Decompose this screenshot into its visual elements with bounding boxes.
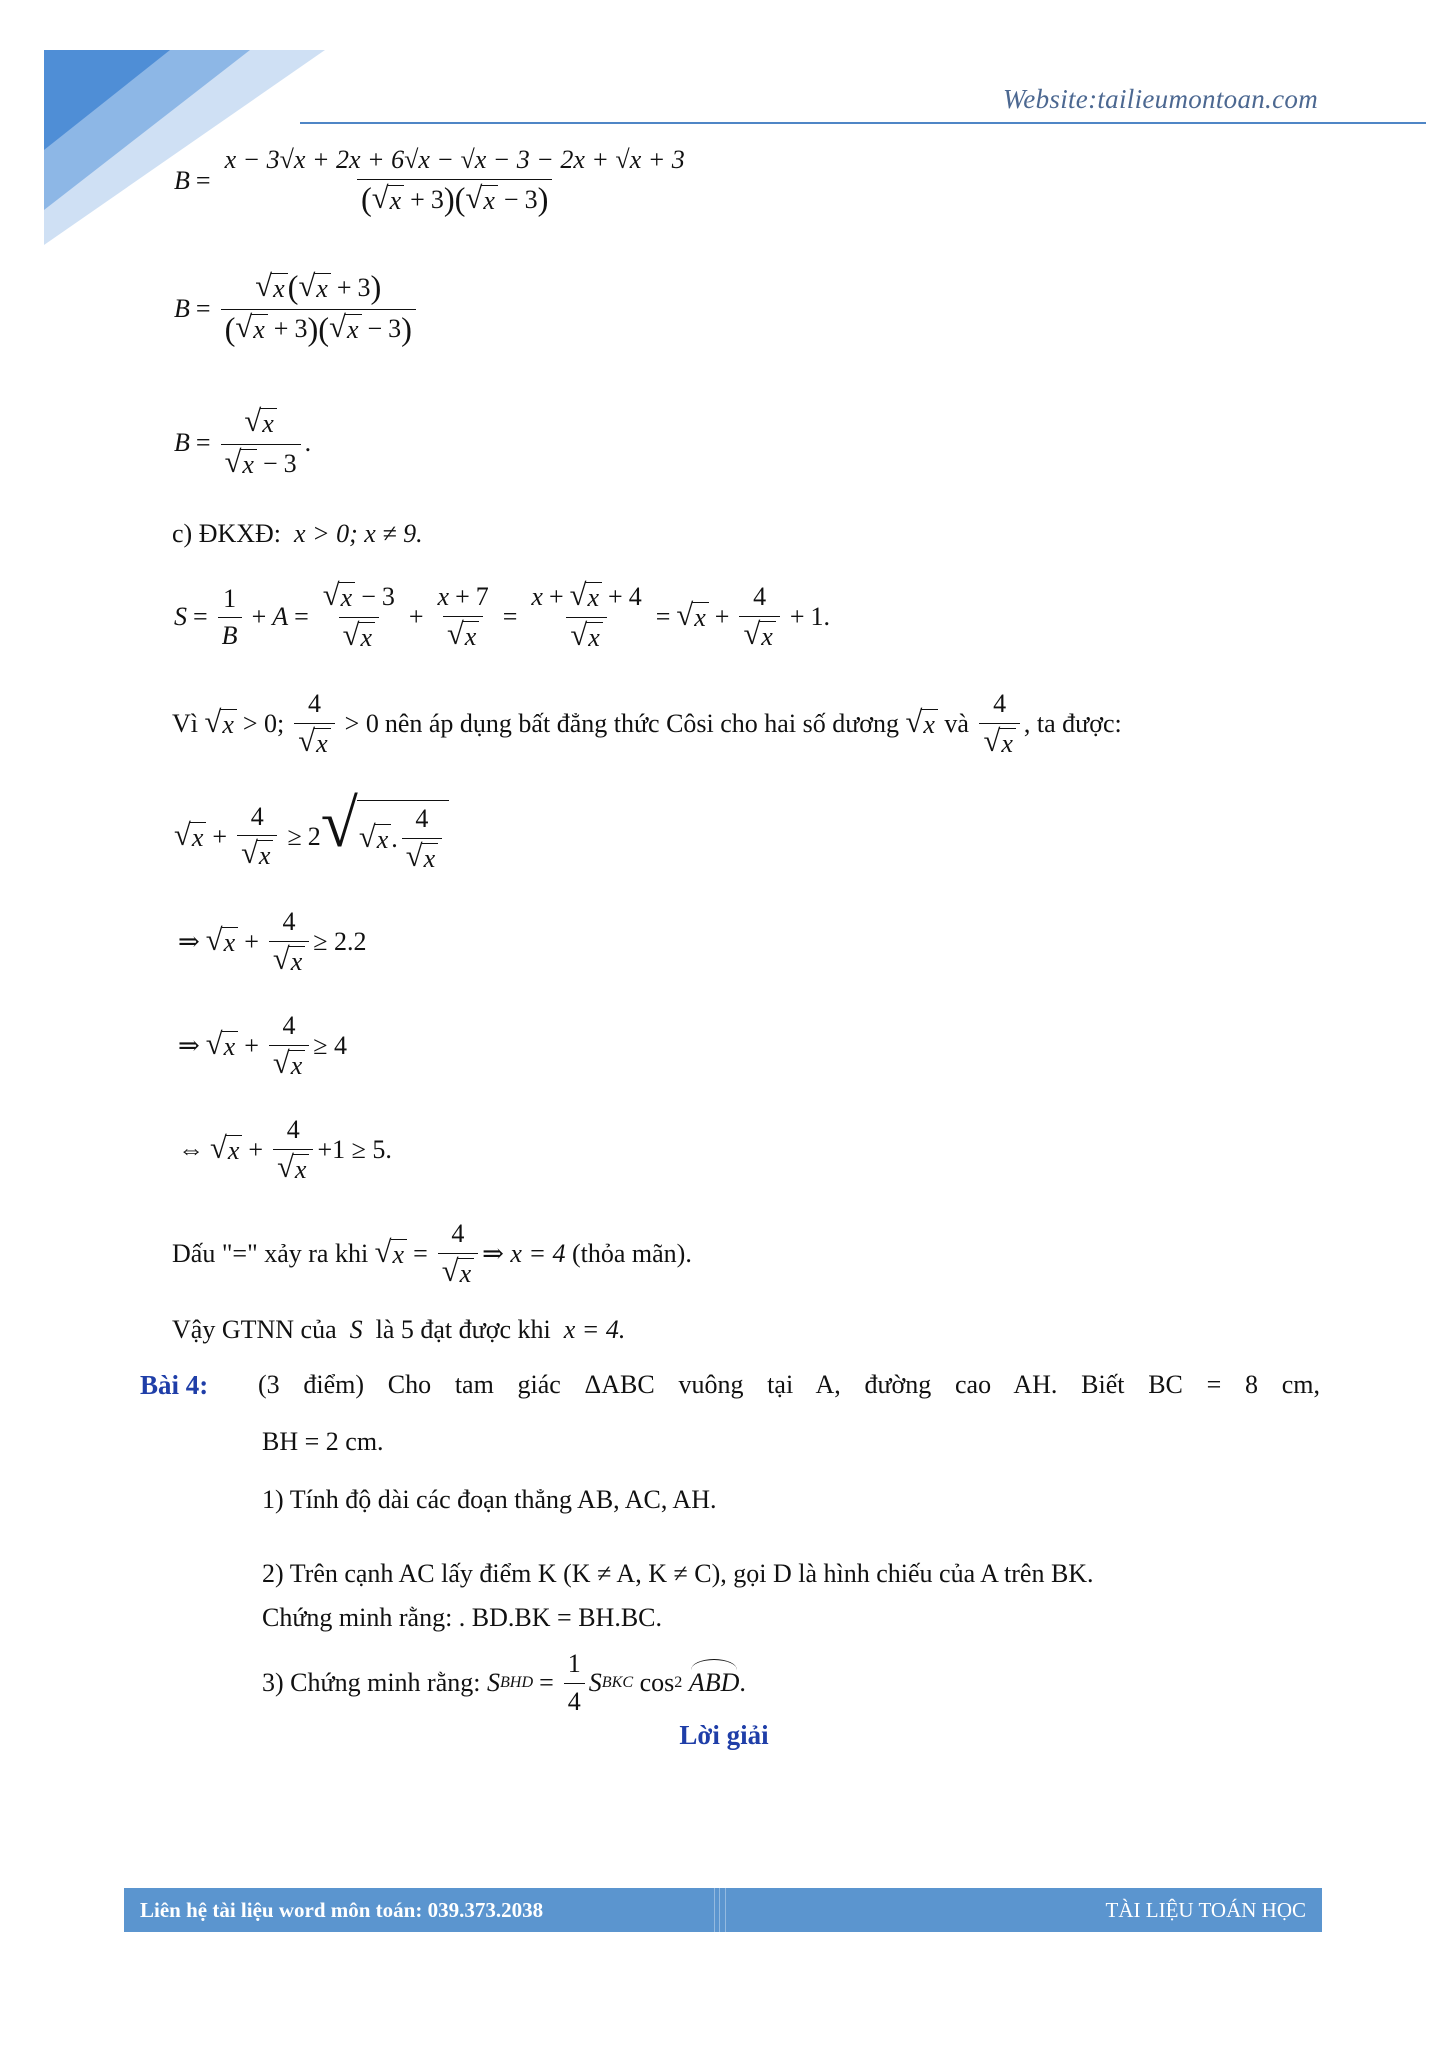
website-url: Website:tailieumontoan.com: [1002, 84, 1318, 114]
angle-abd: ABD: [688, 1667, 740, 1697]
question-2: 2) Trên cạnh AC lấy điểm K (K ≠ A, K ≠ C), gọi D là hình chiếu của A trên BK.: [262, 1559, 1094, 1588]
question-2-proof: Chứng minh rằng: . BD.BK = BH.BC.: [262, 1603, 663, 1632]
cauchy-inequality: √ x + 4 √ x ≥ 2 √ √ x . 4 √ x: [174, 800, 449, 874]
problem-label: Bài 4:: [140, 1370, 209, 1400]
implies-ge-2-2: ⇒ √ x + 4 √ x ≥ 2.2: [178, 907, 367, 976]
eq-b-result: B = √ x √ x − 3 .: [174, 404, 312, 479]
eq-b-step2: B = √ x ( √ x + 3 ) ( √ x + 3 ) ( √ x − 3 ): [174, 272, 420, 346]
problem-intro: (3 điểm) Cho tam giác ΔABC vuông tại A, đường cao AH. Biết BC = 8 cm,: [258, 1370, 1320, 1399]
eq-s: S = $\frac{1}{B}$ + A = √ x − 3 √ x + x + 7 √ x = x + √ x + 4 √ x = √ x + 4 √ x + 1 .: [174, 578, 830, 652]
footer-contact: Liên hệ tài liệu word môn toán: 039.373.2038: [140, 1897, 544, 1922]
footer-bar: [124, 1888, 1322, 1932]
question-3: 3) Chứng minh rằng: S BHD = $\frac{1}{4}$ S BKC cos 2 ABD .: [262, 1649, 746, 1716]
footer-separator: [714, 1888, 732, 1932]
solution-title: Lời giải: [679, 1720, 769, 1750]
conclusion: Vậy GTNN của S là 5 đạt được khi x = 4.: [172, 1315, 626, 1344]
equality-condition: Dấu "=" xảy ra khi √ x = 4 √ x ⇒ x = 4 (thỏa mãn).: [172, 1219, 692, 1288]
eq-b-step1: B = x − 3√x + 2x + 6√x − √x − 3 − 2x + √x + 3 ( √ x + 3 ) ( √ x − 3 ): [174, 146, 693, 216]
iff-ge-5: ⇔ √ x + 4 √ x +1 ≥ 5.: [178, 1115, 392, 1184]
cauchy-statement: Vì √ x > 0; 4 √ x > 0 nên áp dụng bất đẳng thức Côsi cho hai số dương √ x và 4 √ x , ta được:: [172, 689, 1122, 758]
header-rule: [300, 122, 1426, 124]
footer-brand: TÀI LIỆU TOÁN HỌC: [1105, 1897, 1306, 1922]
problem-intro-cont: BH = 2 cm.: [262, 1427, 384, 1456]
eq-b-step1-numerator: x − 3√x + 2x + 6√x − √x − 3 − 2x + √x + 3: [224, 145, 685, 174]
part-c-condition: c) ĐKXĐ: x > 0; x ≠ 9.: [172, 519, 423, 548]
question-1: 1) Tính độ dài các đoạn thẳng AB, AC, AH.: [262, 1485, 717, 1514]
implies-ge-4: ⇒ √ x + 4 √ x ≥ 4: [178, 1011, 348, 1080]
